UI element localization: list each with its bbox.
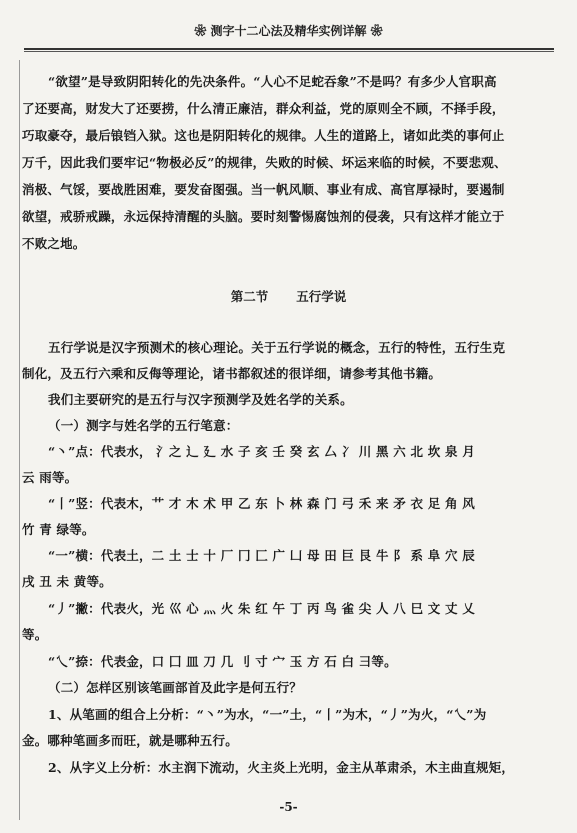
item1-line: 金。哪种笔画多而旺，就是哪种五行。: [22, 733, 238, 748]
stroke-dot-line1: “丶”点：代表水， 氵之 辶 廴 水 子 亥 壬 癸 玄 厶 冫 川 黑 六 北 坎 泉 月: [48, 444, 475, 459]
page-number: -5-: [279, 800, 298, 814]
section-heading: [0, 287, 577, 305]
subheading-1: （一）测字与姓名学的五行笔意：: [48, 418, 239, 433]
stroke-dot-line2: 云 雨等。: [22, 470, 78, 485]
stroke-horizontal-line2: 戌 丑 未 黄等。: [22, 574, 112, 589]
stroke-vertical-line2: 竹 青 绿等。: [22, 522, 95, 537]
item1-line: 1、从笔画的组合上分析：“丶”为水，“一”土，“丨”为木，“丿”为火，“乀”为: [48, 707, 487, 722]
header-rule: [24, 48, 554, 50]
header-rule-thin: [24, 51, 554, 52]
stroke-leftfalling-line2: 等。: [22, 627, 48, 642]
para2-line: 五行学说是汉字预测术的核心理论。关于五行学说的概念，五行的特性，五行生克: [48, 340, 506, 355]
para1-line: 万千，因此我们要牢记“物极必反”的规律，失败的时候、坏运来临的时候，不要悲观、: [22, 155, 507, 170]
stroke-vertical-line1: “丨”竖：代表木，艹 才 木 术 甲 乙 东 卜 林 森 门 弓 禾 来 矛 衣 足 角 风: [48, 496, 475, 511]
para1-line: 不败之地。: [22, 236, 86, 251]
left-margin-rule: [19, 60, 20, 820]
section-title: 五行学说: [296, 289, 347, 304]
stroke-horizontal-line1: “一”横：代表土，二 土 士 十 厂 冂 匚 广 凵 母 田 巨 艮 牛 阝 系 阜 穴 辰: [48, 548, 475, 563]
stroke-rightfalling: “乀”捺：代表金，口 囗 皿 刀 几 刂 寸 宀 玉 方 石 白 彐等。: [48, 654, 397, 669]
para3: 我们主要研究的是五行与汉字预测学及姓名学的关系。: [48, 392, 353, 407]
item2-line: 2、从字义上分析：水主润下流动，火主炎上光明，金主从革肃杀，木主曲直规矩，: [48, 760, 515, 775]
running-header: ❀ 测字十二心法及精华实例详解 ❀: [194, 24, 383, 38]
para1-line: 欲望，戒骄戒躁，永远保持清醒的头脑。要时刻警惕腐蚀剂的侵袭，只有这样才能立于: [22, 209, 505, 224]
subheading-2: （二）怎样区别该笔画部首及此字是何五行？: [48, 680, 303, 695]
para1-line: “欲望”是导致阴阳转化的先决条件。“人心不足蛇吞象”不是吗？有多少人官职高: [48, 74, 497, 89]
para1-line: 消极、气馁，要战胜困难，要发奋图强。当一帆风顺、事业有成、高官厚禄时，要遏制: [22, 182, 505, 197]
section-number: 第二节: [230, 289, 269, 304]
para1-line: 巧取豪夺，最后锒铛入狱。这也是阴阳转化的规律。人生的道路上，诸如此类的事何止: [22, 128, 505, 143]
para2-line: 制化，及五行六乘和反侮等理论，诸书都叙述的很详细，请参考其他书籍。: [22, 366, 442, 381]
stroke-leftfalling-line1: “丿”撇：代表火，光 巛 心 灬 火 朱 红 午 丁 丙 鸟 雀 尖 人 八 巳 文 丈 乂: [48, 601, 475, 616]
para1-line: 了还要高，财发大了还要捞，什么清正廉洁，群众利益，党的原则全不顾，不择手段，: [22, 101, 505, 116]
